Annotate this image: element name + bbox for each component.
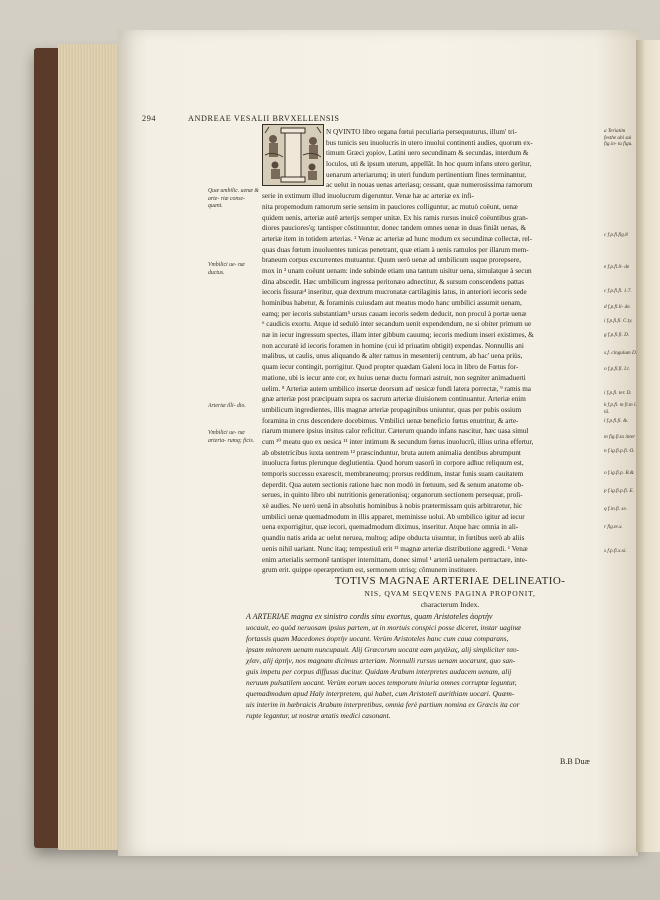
woodcut-initial-icon <box>263 125 323 185</box>
section-title-line-3: characterum Index. <box>420 600 480 609</box>
body-line: riarum munere ipsius insitus calor reficitur. Cæterum quando infans nascitur, hæc uasa simul <box>262 427 529 436</box>
right-margin-note: i f.p.fi. ter. D. <box>604 390 632 396</box>
margin-note-4: Vmbilici ue- næ arteria- rumq; ficis. <box>208 430 255 444</box>
section-title <box>280 574 620 610</box>
body-line: malibus, ut caulis, unus aliquando & alter ramus in mesenterij centrum, ab hac' uena priùs, <box>262 352 523 361</box>
body-line: uelim. ⁸ Arteriæ autem umbilico insertæ deorsum ad' uesicæ fundi latera porrectæ, ⁹ ramis ma <box>262 384 531 393</box>
body-line: ac uelut in nouas uenas arteriasq; cessant, quæ numerosissima ramorum <box>326 181 533 190</box>
body-line: timum Græci χορίον, Latini uero secundinam & secundas, interdum & <box>326 149 529 158</box>
right-margin-note: s.f. cingulum D. <box>604 350 637 356</box>
right-margin-note: c f.p.fi.fi. 1.7. <box>604 288 632 294</box>
right-margin-note: n f.ig.fi.p.fi. O. <box>604 448 635 454</box>
index-line: guis impetu per corpus diffusus ducitur. Quidam Arabum interpretes audacem uenam, alij <box>246 667 512 676</box>
right-margin-note: i f.p.fi.fi. C.ty. <box>604 318 633 324</box>
right-margin-note: p f.ig.fi.p.fi. E. <box>604 488 634 494</box>
body-line: ab obstetricibus iuxta uentrem ¹² præscinduntur, bruta autem animalia dentibus abrumpunt <box>262 448 521 457</box>
decorated-initial-illustration <box>262 124 324 186</box>
catchword: B.B Duæ <box>560 757 590 766</box>
right-margin-note: q f.in.fi. se. <box>604 506 628 512</box>
main-text <box>262 127 618 575</box>
body-line: quandiu natis arida ac uelut neruea, multoq; adipe obducta uisuntur, in fœtibus uerò ab aliis <box>262 534 525 543</box>
right-margin-note: a Teriatim festhe ubi sui fig.in- tu figu. <box>604 128 633 147</box>
index-line: χέαν, alij ἀρτὴν, nos magnam dicimus arteriam. Nonnulli rursus uenam uocarunt, quo san- <box>246 656 516 665</box>
body-line: inuolucra fœtus plerunque deglutientia. Quod horum uasorũ in corpore adhuc reliquum est, <box>262 459 524 468</box>
body-line: umbilici uenæ quemadmodum in illis apparet, meminisse uolui. Ab umbilico igitur ad iecur <box>262 512 525 521</box>
body-line: umbilicum ingredientes, illis magnæ arteriæ propaginibus uniuntur, quas per pubis ossium <box>262 405 522 414</box>
margin-note-3: Arteriæ illi- dio. <box>208 403 246 409</box>
right-margin-note: d f.p.fi.li- de. <box>604 304 631 310</box>
body-line: uenis nihil uariant. Nunc itaq; tempestiuũ erit ¹³ magnæ arteriæ distributione aggredi. ¹ Venæ <box>262 544 528 553</box>
body-line: cum ¹⁰ meatu quo ex uesica ¹¹ inter intimum & secundum fœtus inuolucrũ, illius urina effertur, <box>262 437 534 446</box>
index-line: neruum pulsatilem uocant. Verùm eorum uoces temporum iniuria omnes corruptæ leguntur, <box>246 678 517 687</box>
index-line: A ARTERIAE magna ex sinistro cordis sinu exortus, quam Aristoteles ἀορτὴν <box>246 612 493 621</box>
right-margin-note: o f.p.fi.fi. I.t. <box>604 366 630 372</box>
right-margin-note: l f.p.fi.fi. &. <box>604 418 629 424</box>
index-line: ipsam minorem uenam nuncupauit. Alij Græcorum uocant eam μεγάλας, alij simpliciter ταυ- <box>246 645 519 654</box>
right-margin-note: g f.p.fi.fi. D. <box>604 332 630 338</box>
right-margin-note: s f.p.fi.x.xi. <box>604 548 627 554</box>
body-line: uenarum arteriarumq; in uteri fundum pertinentium fines terminantur, <box>326 170 527 179</box>
body-line: loculos, uti & ipsum uterum, appellãt. In hoc quum infans utero gerìtur, <box>326 160 532 169</box>
body-line: quam iecur contingit, porrigitur. Quod propter quædam Galeni loca in libro de Fœtus for- <box>262 363 519 372</box>
right-margin-note: m fig.fi.ta inter <box>604 434 636 440</box>
body-line: eamq; per iecoris substantiam⁵ ursus cauam iecoris sedem deducit, non procul à portæ uenæ <box>262 309 527 318</box>
body-line: quidem uenis, arteriæ autẽ arterijs semper unitæ. Ex his ramis rursus inuicẽ coëuntibus gran- <box>262 213 529 222</box>
right-margin-note: c f.p.fi.fig.8 <box>604 232 628 238</box>
section-title-line-1: TOTIVS MAGNAE ARTERIAE DELINEATIO- <box>334 575 566 587</box>
body-line: serues, in quinto libro ubi nutritionis generationisq; organorum sectionem persequar, proli- <box>262 491 523 500</box>
section-title-line-2: NIS, QVAM SEQVENS PAGINA PROPONIT, <box>364 589 536 598</box>
body-line: iecoris fissuræ⁴ inseritur, quæ dextrum mucronatæ cartilaginis latus, in anteriori iecoris sede <box>262 288 527 297</box>
body-line: nita propemodum ramorum serie sensim in pauciores colliguntur, ac mutuò coëunt, uenæ <box>262 202 518 211</box>
right-margin-note: k f.p.fi. m fi.m l. tã. <box>604 402 637 415</box>
character-index-text <box>246 611 616 749</box>
right-margin-note: o f.ig.fi.p. B.& <box>604 470 634 476</box>
body-line: grum erit. quippe operæpretium est, sermonem utrisq; cõmunem instituere. <box>262 566 478 575</box>
body-line: temporis successu exarescit, membraneumq; prorsus redditum, instar funis suam cauitatem <box>262 470 524 478</box>
page-header <box>142 114 582 126</box>
body-line: deperdit. Qua autem sectionis ratione hæc non modò in fœtuum, sed & senum anatome ob- <box>262 480 524 489</box>
body-line: enim arterialis sermonẽ tantisper internittam, donec simul ¹ arteriã uenalem pertractare, inte- <box>262 555 528 564</box>
body-line: arteriæ item in totidem arterias. ² Venæ ac arteriæ ad hunc modum ex secundinæ collectæ, rel- <box>262 234 533 243</box>
body-line: næ in iecur ingressum spectes, illam inter gibbum cauumq; iecoris medium inseri existimes, & <box>262 331 534 340</box>
body-line: braneum corpus excurrentes mutuantur. Quum uerò uenæ ad umbilicum usque prorepsere, <box>262 256 522 265</box>
body-line: matione, ubi is iecur ante cor, ex huius uenæ ductu formari astruit, non segniter animaduerti <box>262 373 526 382</box>
body-line: dina abscedit. Hæc umbilicum ingressa peritonæo adnectitur, & sursum conscendens pattas <box>262 277 524 286</box>
body-line: gnæ arteriæ post præcipuam supra os sacrum arteriæ diuisionem continuantur. Arteriæ enim <box>262 395 526 404</box>
index-line: uis interim in hæbraicis Arabum interpretibus, omnia ferè partium nomina ex Græcis ita cor <box>246 700 520 709</box>
body-line: mox in ³ unam coëunt uenam: inde subinde etiam una tantum uisitur uena, simulatque à secun <box>262 266 532 275</box>
index-line: fortassis quam Macedones ἀορτὴν uocant. Verùm Aristoteles hanc cum caua comparans, <box>246 634 509 643</box>
margin-note-1: Quæ umbilic. uenæ & arte- riæ conse- quant. <box>208 188 259 209</box>
body-line: N QVINTO libro organa fœtui peculiaria persequuturus, illum' tri- <box>326 128 517 136</box>
index-line: quemadmodum apud Haly interpretem, qui habet, cum Aristoteli aurithiam uocari. Quæm- <box>246 689 515 698</box>
body-line: hominibus habetur, & foraminis cuiusdam aut meatus modo hanc umbilici assumit uenam, <box>262 299 522 307</box>
right-margin-note: r fig.te.x. <box>604 524 623 530</box>
body-line: serie in extimum illud inuolucrum digeruntur. Venæ hæ ac arteriæ ex infi- <box>262 192 474 201</box>
body-line: quas duas fœtum inuoluentes tunicas penetrant, quæ etiam à uenis ramulos per illarum mem- <box>262 245 529 254</box>
running-head: ANDREAE VESALII BRVXELLENSIS <box>188 114 340 123</box>
body-line: uena exporrigitur, quæ iecori, quemadmodum diximus, inseritur. Atque hæc omnia in ali- <box>262 523 519 532</box>
body-line: foramina in crus descendere docebimus. Vmbilici uenæ beneficio fœtus enutritur, & arte- <box>262 416 519 425</box>
body-line: ⁶ caudicis exortu. Atque id sedulò inter secandum uenit expendendum, ne si obiter primum ue <box>262 320 532 329</box>
facing-page-edge <box>636 40 660 852</box>
body-line: bus tunicis seu inuolucris in utero inuolui continenti audies, quorum ex- <box>326 138 533 147</box>
right-margin-note: e f.p.fi.li- de <box>604 264 630 270</box>
body-line: xè audies. Ne uerò uenã in absolutis hominibus à nobis prætermissam quis arbitraretur, hic <box>262 502 523 511</box>
index-line: rupte legantur, ut nostræ ætatis medici casonant. <box>246 711 391 720</box>
body-line: diores pauciores'q; tantisper cõstituuntur, donec tandem omnes uenæ in duas finiãt uenas, & <box>262 224 527 233</box>
index-line: uocauit, eo quòd neruosam ipsius partem, ut in mortuis conspici posse diceret, instar uaginæ <box>246 623 522 632</box>
page-number: 294 <box>142 114 157 123</box>
body-line: non accuratè id iecoris foramen in homine (cui id priuatim obtigit) expendas. Nonnullis ani <box>262 341 524 350</box>
margin-note-2: Vmbilici ue- næ ductus. <box>208 262 245 276</box>
